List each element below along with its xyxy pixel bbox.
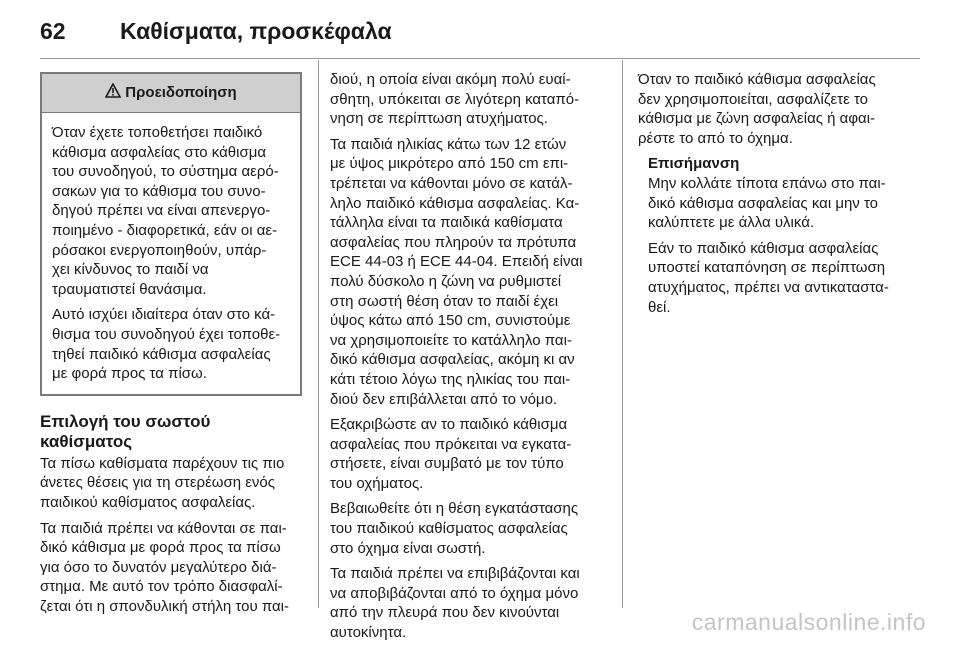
text-line: του συνοδηγού, το σύστημα αερό- — [52, 163, 279, 181]
text-line: να χρησιμοποιείτε το κατάλληλο παι- — [330, 331, 572, 349]
text-line: από την πλευρά που δεν κινούνται — [330, 604, 560, 622]
col3-paragraph-1 — [638, 70, 910, 148]
col2-paragraph-1 — [330, 70, 606, 129]
text-line: ατυχήματος, πρέπει να αντικαταστα- — [648, 278, 889, 296]
text-line: Αυτό ισχύει ιδιαίτερα όταν στο κά- — [52, 306, 276, 324]
text-line: ζεται ότι η σπονδυλική στήλη του παι- — [40, 597, 289, 615]
text-line: σακων για το κάθισμα του συνο- — [52, 182, 266, 200]
col2-paragraph-2 — [330, 135, 606, 409]
text-line: δικό κάθισμα με φορά προς τα πίσω — [40, 539, 281, 557]
warning-header — [42, 74, 300, 113]
section-heading — [40, 412, 302, 452]
text-line: διού δεν επιβάλλεται από το νόμο. — [330, 390, 558, 408]
text-line: με ύψος μικρότερο από 150 cm επι- — [330, 155, 569, 173]
text-line: τρέπεται να κάθονται μόνο σε κατάλ- — [330, 174, 573, 192]
text-line: στο όχημα είναι σωστή. — [330, 539, 486, 557]
page-title: Καθίσματα, προσκέφαλα — [120, 17, 392, 44]
text-line: Τα παιδιά πρέπει να κάθονται σε παι- — [40, 519, 287, 537]
text-line: Επιλογή του σωστού — [40, 411, 211, 431]
text-line: υποστεί καταπόνηση σε περίπτωση — [648, 259, 886, 277]
text-line: ποιημένο - διαφορετικά, εάν οι αε- — [52, 221, 278, 239]
warning-triangle-icon — [105, 83, 121, 104]
text-line: του οχήματος. — [330, 474, 424, 492]
notice-title: Επισήμανση — [648, 155, 740, 173]
text-line: κάθισμα ασφαλείας στο κάθισμα — [52, 143, 267, 161]
text-line: τραυματιστεί θανάσιμα. — [52, 280, 207, 298]
text-line: ασφαλείας που πληρούν τα πρότυπα — [330, 233, 577, 251]
text-line: στη σωστή θέση όταν το παιδί έχει — [330, 292, 559, 310]
text-line: θεί. — [648, 298, 671, 316]
text-line: καλύπτετε με άλλα υλικά. — [648, 214, 815, 232]
text-line: Τα πίσω καθίσματα παρέχουν τις πιο — [40, 454, 285, 472]
text-line: τηθεί παιδικό κάθισμα ασφαλείας — [52, 345, 271, 363]
column-divider-2 — [622, 60, 623, 608]
text-line: Όταν το παιδικό κάθισμα ασφαλείας — [638, 71, 876, 88]
notice-block — [648, 154, 910, 317]
col2-paragraph-5 — [330, 564, 606, 642]
text-line: δικό κάθισμα ασφαλείας και μην το — [648, 194, 879, 212]
section-paragraph-2 — [40, 519, 302, 617]
section-paragraph-1 — [40, 454, 302, 513]
header-rule — [40, 58, 920, 59]
notice-paragraph-1 — [648, 174, 910, 233]
text-line: με φορά προς τα πίσω. — [52, 365, 207, 383]
text-line: του παιδικού καθίσματος ασφαλείας — [330, 520, 568, 538]
page-header — [40, 14, 392, 48]
text-line: Εάν το παιδικό κάθισμα ασφαλείας — [648, 239, 879, 257]
text-line: πολύ δύσκολο η ζώνη να ρυθμιστεί — [330, 272, 562, 290]
text-line: διού, η οποία είναι ακόμη πολύ ευαί- — [330, 71, 571, 88]
text-line: ρόσακοι ενεργοποιηθούν, υπάρ- — [52, 241, 267, 259]
column-3 — [638, 70, 910, 323]
text-line: σθητη, υπόκειται σε λιγότερη καταπό- — [330, 90, 580, 108]
text-line: ρέστε το από το όχημα. — [638, 129, 793, 147]
text-line: αυτοκίνητα. — [330, 624, 407, 642]
text-line: άνετες θέσεις για τη στερέωση ενός — [40, 474, 276, 492]
text-line: καθίσματος — [40, 431, 133, 451]
text-line: δηγού πρέπει να είναι απενεργο- — [52, 202, 271, 220]
column-1 — [40, 72, 302, 622]
text-line: στήσετε, είναι συμβατό με τον τύπο — [330, 455, 564, 473]
warning-title: Προειδοποίηση — [125, 84, 237, 102]
text-line: τάλληλα είναι τα παιδικά καθίσματα — [330, 214, 563, 232]
text-line: θισμα του συνοδηγού έχει τοποθε- — [52, 325, 281, 343]
text-line: ECE 44-03 ή ECE 44-04. Επειδή είναι — [330, 253, 583, 271]
text-line: Όταν έχετε τοποθετήσει παιδικό — [52, 124, 263, 141]
text-line: στημα. Με αυτό τον τρόπο διασφαλί- — [40, 578, 283, 596]
text-line: ληλο παιδικό κάθισμα ασφαλείας. Κα- — [330, 194, 580, 212]
warning-paragraph-2 — [52, 305, 290, 383]
warning-paragraph-1 — [52, 123, 290, 299]
text-line: Μην κολλάτε τίποτα επάνω στο παι- — [648, 174, 886, 192]
notice-paragraph-2 — [648, 239, 910, 317]
page-number: 62 — [40, 17, 66, 44]
text-line: για όσο το δυνατόν μεγαλύτερο διά- — [40, 558, 277, 576]
warning-body — [42, 113, 300, 394]
text-line: Τα παιδιά πρέπει να επιβιβάζονται και — [330, 565, 580, 583]
text-line: να αποβιβάζονται από το όχημα μόνο — [330, 584, 579, 602]
text-line: δεν χρησιμοποιείται, ασφαλίζετε το — [638, 90, 868, 108]
text-line: νηση σε περίπτωση ατυχήματος. — [330, 110, 548, 128]
text-line: Τα παιδιά ηλικίας κάτω των 12 ετών — [330, 135, 567, 153]
text-line: παιδικού καθίσματος ασφαλείας. — [40, 493, 256, 511]
text-line: Εξακριβώστε αν το παιδικό κάθισμα — [330, 416, 568, 434]
text-line: δικό κάθισμα ασφαλείας, ακόμη κι αν — [330, 351, 575, 369]
col2-paragraph-3 — [330, 415, 606, 493]
text-line: ύψος κάτω από 150 cm, συνιστούμε — [330, 312, 571, 330]
text-line: κάθισμα με ζώνη ασφαλείας ή αφαι- — [638, 110, 876, 128]
col2-paragraph-4 — [330, 499, 606, 558]
text-line: χει κίνδυνος το παιδί να — [52, 261, 209, 279]
text-line: ασφαλείας που πρόκειται να εγκατα- — [330, 435, 572, 453]
warning-box — [40, 72, 302, 396]
text-line: κάτι τέτοιο λόγω της ηλικίας του παι- — [330, 370, 571, 388]
text-line: Βεβαιωθείτε ότι η θέση εγκατάστασης — [330, 500, 579, 518]
column-divider-1 — [318, 60, 319, 608]
watermark-link[interactable]: carmanualsonline.info — [691, 609, 926, 635]
column-2 — [330, 70, 606, 649]
